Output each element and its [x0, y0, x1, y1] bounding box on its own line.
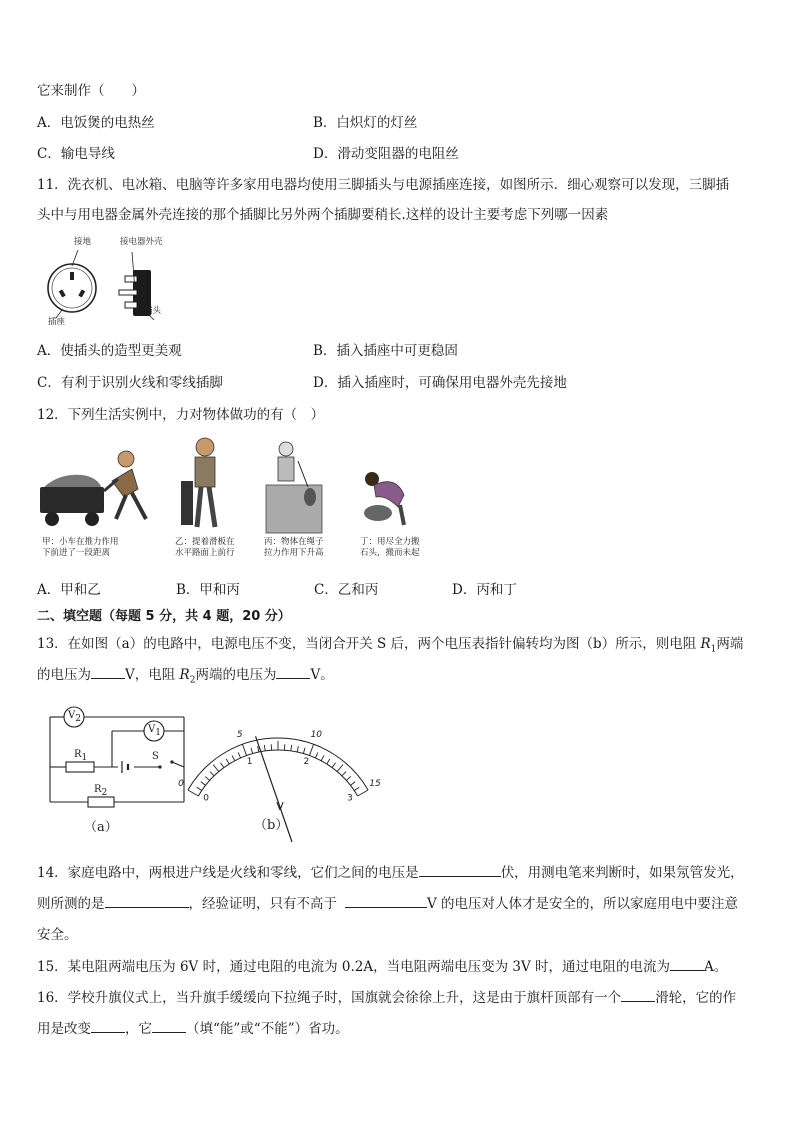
q12-option-a: A．甲和乙: [37, 582, 101, 598]
figure-ding-lift-rock: [352, 435, 432, 570]
dial-tick: [205, 776, 209, 780]
label-plug: 插头: [144, 306, 162, 316]
q15-blank[interactable]: [670, 956, 704, 971]
q14-line2: 则所测的是 ，经验证明，只有不高于 V 的电压对人体才是安全的，所以家庭用电中要注意: [37, 893, 738, 914]
q12-option-d: D．丙和丁: [452, 582, 517, 598]
dial-upper-label: 5: [236, 729, 243, 740]
q10-option-d: D．滑动变阻器的电阻丝: [313, 146, 459, 162]
circuit-diagram-a: $V_2$ $V_1$ $R_1$ S $R_2$ （a）: [42, 700, 192, 840]
dial-tick: [220, 763, 224, 768]
dial-tick: [264, 745, 265, 751]
section-heading-fill-blank: 二、填空题（每题 5 分，共 4 题，20 分）: [37, 609, 291, 624]
q10-option-b: B．白炽灯的灯丝: [313, 115, 418, 131]
dial-tick: [226, 759, 229, 764]
voltmeter-dial-b: [178, 712, 381, 840]
dial-tick: [327, 759, 330, 764]
dial-tick: [210, 772, 214, 776]
q11-option-d: D．插入插座时，可确保用电器外壳先接地: [313, 375, 567, 391]
dial-tick: [242, 744, 246, 755]
q16-line1: 16．学校升旗仪式上，当升旗手缓缓向下拉绳子时，国旗就会徐徐上升，这是由于旗杆顶部有一个 滑轮，它的作: [37, 987, 736, 1008]
dial-tick: [342, 772, 346, 776]
caption-yi: 乙：提着滑板在 水平路面上前行: [175, 537, 235, 558]
q14-line3: 安全。: [37, 927, 78, 943]
person-icon: [279, 442, 293, 456]
q11-stem-line1: 11．洗衣机、电冰箱、电脑等许多家用电器均使用三脚插头与电源插座连接，如图所示．细心观察可以发现，三脚插: [37, 177, 730, 193]
cart-icon: [40, 487, 104, 513]
dial-tick: [346, 776, 350, 780]
q14-blank-2[interactable]: [105, 893, 189, 908]
q14-line1: 14．家庭电路中，两根进户线是火线和零线，它们之间的电压是 伏，用测电笔来判断时，如果氖管发光，: [37, 862, 744, 883]
q12-option-b: B．甲和丙: [176, 582, 240, 598]
dial-lower-label: 0: [203, 793, 209, 804]
dial-tick: [197, 787, 202, 790]
person-icon: [118, 451, 134, 467]
dial-lower-label: 3: [347, 793, 353, 804]
label-case: 接电器外壳: [120, 237, 163, 247]
caption-bing: 丙：物体在绳子 拉力作用下升高: [264, 537, 324, 558]
q14-blank-3[interactable]: [345, 893, 427, 908]
dial-tick: [332, 763, 336, 768]
label-socket: 插座: [48, 317, 66, 327]
q16-blank-2[interactable]: [91, 1018, 125, 1033]
figure-bing-lift-object: [262, 435, 342, 570]
dial-tick: [358, 790, 368, 796]
dial-tick: [238, 752, 240, 757]
dial-tick: [213, 765, 219, 772]
q13-blank-2[interactable]: [276, 664, 310, 679]
dial-upper-label: 10: [310, 729, 323, 740]
dial-tick: [337, 765, 343, 772]
q12-stem: 12．下列生活实例中，力对物体做功的有（ ）: [37, 407, 325, 423]
board-icon: [181, 481, 193, 525]
q12-option-c: C．乙和丙: [314, 582, 379, 598]
dial-tick: [303, 748, 305, 754]
dial-tick: [350, 782, 355, 786]
q16-blank-3[interactable]: [152, 1018, 186, 1033]
q11-option-a: A．使插头的造型更美观: [37, 343, 182, 359]
cart-load-icon: [42, 475, 102, 489]
label-ground: 接地: [74, 237, 92, 247]
q15-line: 15．某电阻两端电压为 6V 时，通过电阻的电流为 0.2A，当电阻两端电压变为 3V 时，通过电阻的电流为 A。: [37, 956, 727, 977]
dial-tick: [291, 745, 292, 751]
caption-a: （a）: [84, 820, 118, 835]
dial-lower-label: 1: [246, 757, 253, 768]
dial-upper-label: 0: [178, 779, 184, 789]
q13-stem-line2: 的电压为 V，电阻 $R_2$两端的电压为 V。: [37, 664, 334, 691]
dial-upper-label: 15: [369, 779, 381, 789]
dial-tick: [354, 787, 359, 790]
q10-option-c: C．输电导线: [37, 146, 115, 162]
q13-stem-line1: 13．在如图（a）的电路中，电源电压不变，当闭合开关 S 后，两个电压表指针偏转均为图（b）所示，则电阻 $R_1$两端: [37, 636, 744, 655]
q10-stem-tail: 它来制作（ ）: [37, 83, 145, 99]
figure-yi-carry-board: [165, 435, 245, 570]
dial-tick: [309, 744, 313, 755]
sack-icon: [304, 488, 316, 506]
q16-line2: 用是改变 ，它 （填“能”或“不能”）省功。: [37, 1018, 349, 1039]
caption-ding: 丁：用尽全力搬 石头，搬而未起: [360, 537, 420, 558]
dial-tick: [297, 746, 298, 752]
voltmeter-dial-icon: [178, 712, 381, 813]
figure-jia-push-cart: [38, 435, 158, 570]
caption-jia: 甲：小车在推力作用 下前进了一段距离: [42, 537, 119, 558]
q11-stem-line2: 头中与用电器金属外壳连接的那个插脚比另外两个插脚要稍长.这样的设计主要考虑下列哪一因素: [37, 207, 609, 223]
dial-tick: [232, 755, 235, 760]
dial-lower-label: 2: [303, 757, 310, 768]
q14-blank-1[interactable]: [419, 862, 501, 877]
three-pin-plug-figure: [40, 232, 180, 332]
socket-face-icon: [48, 264, 96, 312]
q11-option-c: C．有利于识别火线和零线插脚: [37, 375, 223, 391]
dial-tick: [321, 755, 324, 760]
dial-tick: [201, 782, 206, 786]
q16-blank-1[interactable]: [621, 987, 655, 1002]
q13-blank-1[interactable]: [91, 664, 125, 679]
q10-option-a: A．电饭煲的电热丝: [37, 115, 155, 131]
dial-tick: [315, 752, 317, 757]
dial-unit: V: [276, 800, 284, 813]
dial-tick: [251, 748, 253, 754]
switch-label: S: [152, 751, 159, 762]
q11-option-b: B．插入插座中可更稳固: [313, 343, 458, 359]
caption-b: （b）: [254, 818, 289, 833]
switch-icon: [158, 765, 161, 768]
person-icon: [196, 438, 214, 456]
rock-icon: [364, 505, 392, 521]
